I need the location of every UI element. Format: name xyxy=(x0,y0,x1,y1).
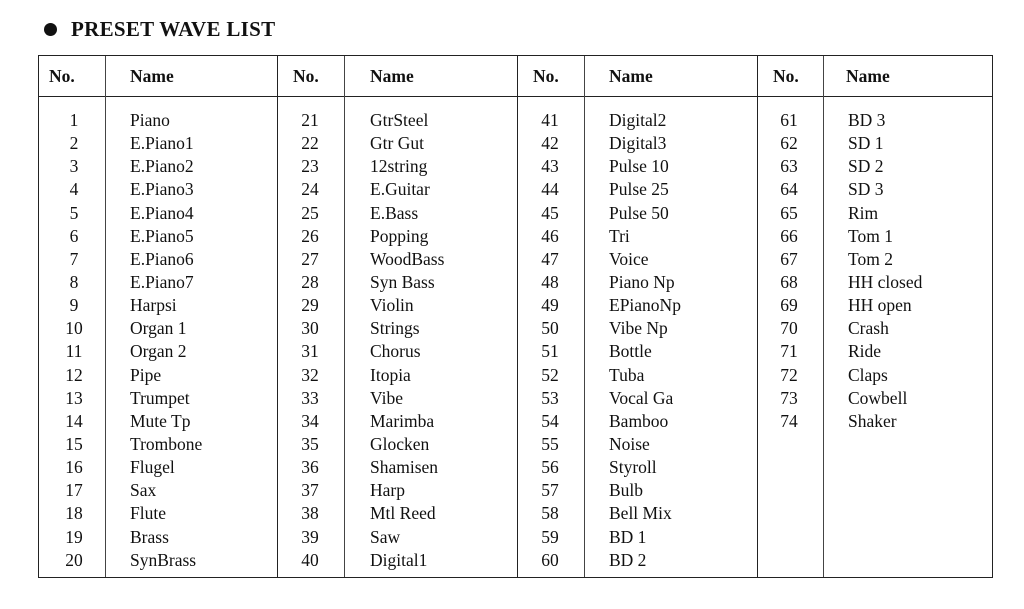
wave-name: Gtr Gut xyxy=(370,133,424,154)
wave-name: BD 1 xyxy=(609,526,647,547)
wave-name: Shaker xyxy=(848,410,897,431)
name-column-3 xyxy=(609,109,681,572)
wave-name: Mute Tp xyxy=(130,410,191,431)
wave-name: HH open xyxy=(848,295,912,316)
wave-name: Vocal Ga xyxy=(609,387,674,408)
wave-number: 41 xyxy=(541,110,559,130)
wave-name: Rim xyxy=(848,202,879,223)
page-heading xyxy=(44,17,275,42)
wave-number: 66 xyxy=(780,225,798,246)
group-divider xyxy=(517,56,518,577)
wave-number: 15 xyxy=(65,433,83,454)
wave-name: SD 2 xyxy=(848,156,884,177)
wave-name: Marimba xyxy=(370,410,435,431)
wave-name: E.Bass xyxy=(370,202,419,223)
wave-name: Bamboo xyxy=(609,410,669,431)
wave-number: 4 xyxy=(69,179,79,200)
wave-name: Trombone xyxy=(130,433,203,454)
wave-number: 32 xyxy=(301,364,319,385)
wave-name: Flugel xyxy=(130,457,175,478)
wave-name: Harpsi xyxy=(130,295,177,316)
wave-name: Vibe Np xyxy=(609,318,668,339)
wave-number: 58 xyxy=(541,503,559,524)
wave-number: 22 xyxy=(301,133,319,154)
wave-number: 34 xyxy=(301,410,319,431)
wave-name: BD 3 xyxy=(848,110,886,130)
header-number-3: No. xyxy=(533,66,559,86)
wave-number: 35 xyxy=(301,433,319,454)
wave-number: 37 xyxy=(301,480,319,501)
wave-name: Mtl Reed xyxy=(370,503,436,524)
wave-name: E.Piano6 xyxy=(130,248,194,269)
wave-number: 68 xyxy=(780,271,798,292)
column-divider xyxy=(823,56,824,577)
wave-name: Voice xyxy=(609,248,649,269)
wave-number: 33 xyxy=(301,387,319,408)
wave-number: 54 xyxy=(541,410,559,431)
wave-number: 70 xyxy=(780,318,798,339)
wave-name: Crash xyxy=(848,318,889,339)
wave-number: 40 xyxy=(301,549,319,570)
wave-number: 49 xyxy=(541,295,559,316)
wave-name: Pulse 50 xyxy=(609,202,669,223)
wave-name: HH closed xyxy=(848,271,923,292)
wave-number: 27 xyxy=(301,248,319,269)
wave-name: E.Guitar xyxy=(370,179,430,200)
wave-name: Sax xyxy=(130,480,157,501)
header-name-3: Name xyxy=(609,66,653,86)
name-column-2 xyxy=(370,109,444,572)
wave-name: Styroll xyxy=(609,457,657,478)
header-number-1: No. xyxy=(49,66,75,86)
wave-name: Tom 1 xyxy=(848,225,893,246)
wave-number: 20 xyxy=(65,549,83,570)
wave-name: Saw xyxy=(370,526,401,547)
wave-number: 14 xyxy=(65,410,83,431)
wave-number: 44 xyxy=(541,179,559,200)
wave-name: Organ 2 xyxy=(130,341,187,362)
wave-number: 60 xyxy=(541,549,559,570)
wave-name: Strings xyxy=(370,318,420,339)
column-divider xyxy=(584,56,585,577)
wave-name: Trumpet xyxy=(130,387,190,408)
wave-name: Flute xyxy=(130,503,166,524)
wave-number: 21 xyxy=(301,110,319,130)
wave-number: 24 xyxy=(301,179,319,200)
header-name-2: Name xyxy=(370,66,414,86)
wave-name: Popping xyxy=(370,225,429,246)
header-number-2: No. xyxy=(293,66,319,86)
wave-name: Bottle xyxy=(609,341,652,362)
wave-name: Ride xyxy=(848,341,882,362)
wave-number: 46 xyxy=(541,225,559,246)
wave-name: Noise xyxy=(609,433,650,454)
wave-name: Itopia xyxy=(370,364,411,385)
wave-number: 57 xyxy=(541,480,559,501)
wave-name: E.Piano1 xyxy=(130,133,194,154)
wave-number: 50 xyxy=(541,318,559,339)
wave-name: SD 3 xyxy=(848,179,884,200)
wave-number: 55 xyxy=(541,433,559,454)
wave-number: 6 xyxy=(69,225,79,246)
wave-name: Digital1 xyxy=(370,549,428,570)
wave-number: 56 xyxy=(541,457,559,478)
wave-name: E.Piano5 xyxy=(130,225,194,246)
wave-name: Glocken xyxy=(370,433,430,454)
wave-number: 25 xyxy=(301,202,319,223)
wave-name: E.Piano2 xyxy=(130,156,194,177)
wave-name: WoodBass xyxy=(370,248,445,269)
wave-name: Shamisen xyxy=(370,457,439,478)
wave-number: 19 xyxy=(65,526,83,547)
wave-number: 7 xyxy=(69,248,79,269)
wave-number: 18 xyxy=(65,503,83,524)
wave-name: Pulse 10 xyxy=(609,156,669,177)
wave-name: Claps xyxy=(848,364,888,385)
wave-number: 43 xyxy=(541,156,559,177)
wave-number: 13 xyxy=(65,387,83,408)
wave-number: 63 xyxy=(780,156,798,177)
wave-name: BD 2 xyxy=(609,549,647,570)
wave-number: 48 xyxy=(541,271,559,292)
wave-name: SD 1 xyxy=(848,133,884,154)
header-number-4: No. xyxy=(773,66,799,86)
preset-wave-table xyxy=(38,55,993,578)
wave-name: Digital3 xyxy=(609,133,667,154)
wave-number: 73 xyxy=(780,387,798,408)
wave-name: Organ 1 xyxy=(130,318,187,339)
wave-name: EPianoNp xyxy=(609,295,681,316)
wave-number: 59 xyxy=(541,526,559,547)
wave-number: 29 xyxy=(301,295,319,316)
wave-number: 62 xyxy=(780,133,798,154)
number-column-3 xyxy=(520,109,580,572)
wave-number: 65 xyxy=(780,202,798,223)
wave-name: Brass xyxy=(130,526,169,547)
wave-number: 2 xyxy=(69,133,79,154)
bullet-icon xyxy=(44,23,57,36)
wave-name: Violin xyxy=(370,295,414,316)
wave-number: 17 xyxy=(65,480,83,501)
group-divider xyxy=(757,56,758,577)
wave-number: 39 xyxy=(301,526,319,547)
number-column-4 xyxy=(759,109,819,433)
number-column-1 xyxy=(44,109,104,572)
wave-number: 64 xyxy=(780,179,798,200)
wave-name: Piano Np xyxy=(609,271,675,292)
wave-name: Syn Bass xyxy=(370,271,435,292)
wave-number: 38 xyxy=(301,503,319,524)
page-title: PRESET WAVE LIST xyxy=(71,17,276,41)
wave-number: 74 xyxy=(780,410,798,431)
wave-name: Chorus xyxy=(370,341,421,362)
wave-name: 12string xyxy=(370,156,428,177)
wave-name: Digital2 xyxy=(609,110,667,130)
wave-number: 1 xyxy=(69,110,79,130)
wave-number: 47 xyxy=(541,248,559,269)
wave-number: 10 xyxy=(65,318,83,339)
wave-name: GtrSteel xyxy=(370,110,429,130)
wave-name: SynBrass xyxy=(130,549,197,570)
name-column-1 xyxy=(130,109,202,572)
wave-number: 72 xyxy=(780,364,798,385)
wave-number: 53 xyxy=(541,387,559,408)
wave-name: Piano xyxy=(130,110,170,130)
wave-name: E.Piano7 xyxy=(130,271,194,292)
wave-number: 9 xyxy=(69,295,79,316)
wave-name: E.Piano4 xyxy=(130,202,194,223)
wave-number: 16 xyxy=(65,457,83,478)
wave-number: 12 xyxy=(65,364,83,385)
wave-number: 3 xyxy=(69,156,79,177)
wave-name: Harp xyxy=(370,480,405,501)
wave-number: 26 xyxy=(301,225,319,246)
column-divider xyxy=(105,56,106,577)
number-column-2 xyxy=(280,109,340,572)
wave-number: 30 xyxy=(301,318,319,339)
group-divider xyxy=(277,56,278,577)
wave-name: Pipe xyxy=(130,364,162,385)
wave-number: 5 xyxy=(69,202,79,223)
wave-name: Cowbell xyxy=(848,387,908,408)
wave-name: Tri xyxy=(609,225,630,246)
wave-number: 23 xyxy=(301,156,319,177)
wave-number: 8 xyxy=(69,271,79,292)
table-header-row xyxy=(39,56,992,97)
wave-name: Bell Mix xyxy=(609,503,672,524)
header-name-4: Name xyxy=(846,66,890,86)
wave-name: Bulb xyxy=(609,480,644,501)
wave-number: 31 xyxy=(301,341,319,362)
wave-name: Tom 2 xyxy=(848,248,893,269)
wave-number: 42 xyxy=(541,133,559,154)
wave-name: E.Piano3 xyxy=(130,179,194,200)
wave-number: 67 xyxy=(780,248,798,269)
wave-name: Pulse 25 xyxy=(609,179,669,200)
name-column-4 xyxy=(848,109,922,433)
column-divider xyxy=(344,56,345,577)
wave-number: 69 xyxy=(780,295,798,316)
wave-number: 51 xyxy=(541,341,559,362)
wave-name: Vibe xyxy=(370,387,403,408)
wave-name: Tuba xyxy=(609,364,645,385)
wave-number: 71 xyxy=(780,341,798,362)
wave-number: 61 xyxy=(780,110,798,130)
wave-number: 28 xyxy=(301,271,319,292)
wave-number: 52 xyxy=(541,364,559,385)
wave-number: 36 xyxy=(301,457,319,478)
wave-number: 11 xyxy=(65,341,83,362)
header-name-1: Name xyxy=(130,66,174,86)
wave-number: 45 xyxy=(541,202,559,223)
